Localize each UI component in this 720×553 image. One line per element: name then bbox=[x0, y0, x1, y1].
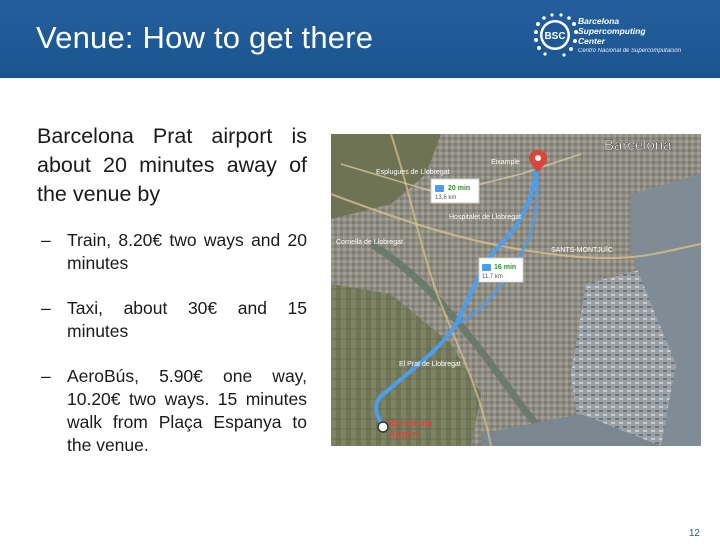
route-map-image bbox=[331, 134, 701, 446]
bsc-logo-icon bbox=[532, 12, 578, 58]
page-number: 12 bbox=[688, 528, 700, 539]
list-item-text: AeroBús, 5.90€ one way, 10.20€ two ways. 15 minutes walk from Plaça Espanya to the venue. bbox=[67, 366, 307, 455]
map-label-place-3: Cornellà de Llobregat bbox=[336, 239, 403, 246]
transport-options-list bbox=[37, 229, 307, 457]
bsc-logo bbox=[532, 12, 712, 58]
slide-title: Venue: How to get there bbox=[36, 20, 374, 55]
list-item-text: Train, 8.20€ two ways and 20 minutes bbox=[67, 230, 307, 273]
map-label-place-4: El Prat de Llobregat bbox=[399, 361, 461, 368]
map-label-place-5: SANTS-MONTJUÏC bbox=[551, 247, 613, 254]
list-item-taxi bbox=[37, 297, 307, 343]
map-label-place-2: Hospitalet de Llobregat bbox=[449, 214, 521, 221]
list-item-aerobus bbox=[37, 365, 307, 457]
logo-line-1: Barcelona bbox=[578, 16, 620, 26]
route-1-time: 20 min bbox=[448, 185, 471, 192]
map-label-place-1: Esplugues de Llobregat bbox=[376, 169, 450, 176]
map-label-city: Barcelona bbox=[604, 137, 672, 154]
origin-marker-icon bbox=[378, 422, 388, 432]
route-map bbox=[331, 134, 701, 446]
list-item-train bbox=[37, 229, 307, 275]
slide-body bbox=[37, 122, 307, 479]
bsc-logo-mark-text: BSC bbox=[544, 31, 566, 42]
dash-bullet: – bbox=[41, 298, 51, 318]
logo-subtitle: Centro Nacional de Supercomputación bbox=[578, 48, 682, 54]
route-2-distance: 11,7 km bbox=[482, 274, 503, 280]
route-info-box-1 bbox=[431, 179, 479, 203]
list-item-text: Taxi, about 30€ and 15 minutes bbox=[67, 298, 307, 341]
route-info-box-2 bbox=[479, 258, 523, 282]
logo-line-3: Center bbox=[578, 36, 605, 46]
intro-text: Barcelona Prat airport is about 20 minutes away of the venue by bbox=[37, 124, 307, 206]
map-label-origin-1: Barcelona bbox=[389, 418, 433, 428]
logo-line-2: Supercomputing bbox=[578, 26, 646, 36]
dash-bullet: – bbox=[41, 366, 51, 386]
route-2-time: 16 min bbox=[494, 264, 517, 271]
dash-bullet: – bbox=[41, 230, 51, 250]
map-label-origin-2: Airport bbox=[389, 429, 419, 439]
route-1-distance: 13,6 km bbox=[435, 195, 457, 201]
header-separator bbox=[0, 78, 720, 81]
map-label-place-6: Eixample bbox=[491, 159, 520, 166]
header-bar bbox=[0, 0, 720, 78]
